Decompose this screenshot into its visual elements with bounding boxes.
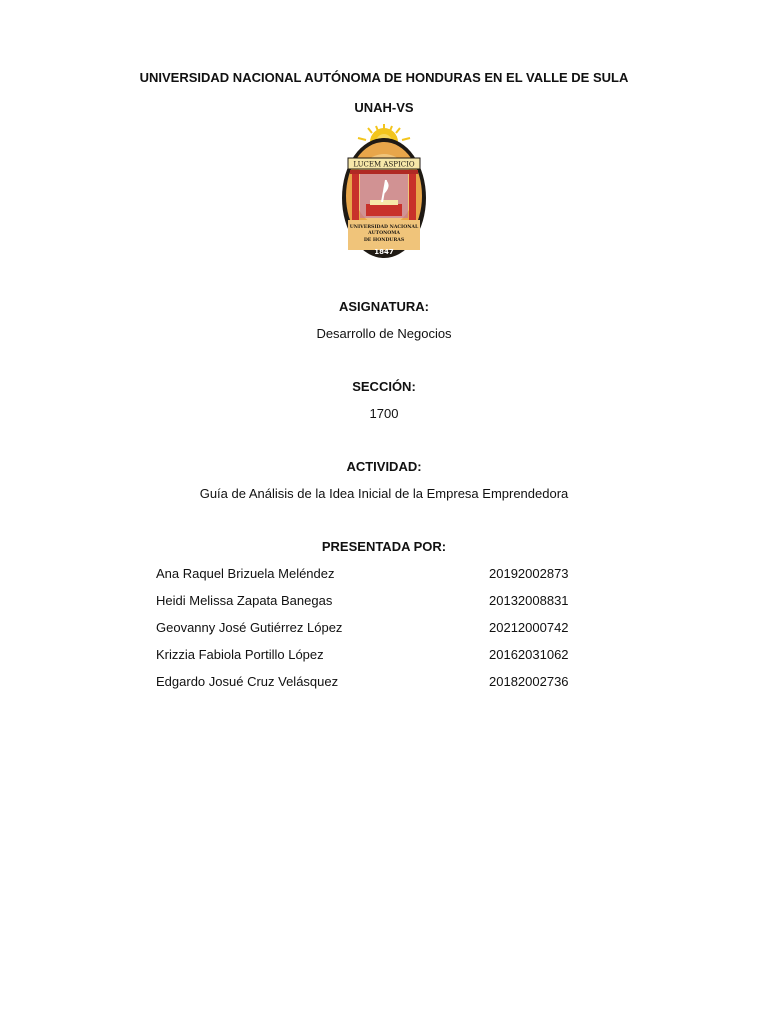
student-id: 20132008831 xyxy=(489,593,569,608)
university-title: UNIVERSIDAD NACIONAL AUTÓNOMA DE HONDURAS EN EL VALLE DE SULA xyxy=(139,70,629,85)
student-id: 20182002736 xyxy=(489,674,569,689)
student-id: 20192002873 xyxy=(489,566,569,581)
activity-label: ACTIVIDAD: xyxy=(346,459,422,474)
section-value: 1700 xyxy=(369,406,399,421)
seal-motto: LUCEM ASPICIO xyxy=(353,160,415,169)
activity-value: Guía de Análisis de la Idea Inicial de la Empresa Emprendedora xyxy=(199,486,569,501)
student-name: Geovanny José Gutiérrez López xyxy=(156,620,343,635)
seal-name-line1: UNIVERSIDAD NACIONAL xyxy=(349,225,419,230)
section-label: SECCIÓN: xyxy=(352,379,416,394)
subject-label: ASIGNATURA: xyxy=(338,299,430,314)
student-row xyxy=(156,566,596,586)
student-row xyxy=(156,620,596,640)
university-abbreviation: UNAH-VS xyxy=(354,100,414,115)
student-id: 20212000742 xyxy=(489,620,569,635)
student-id: 20162031062 xyxy=(489,647,569,662)
presented-by-label: PRESENTADA POR: xyxy=(321,539,447,554)
subject-value: Desarrollo de Negocios xyxy=(316,326,452,341)
student-name: Krizzia Fabiola Portillo López xyxy=(156,647,324,662)
student-name: Ana Raquel Brizuela Meléndez xyxy=(156,566,335,581)
student-row xyxy=(156,674,596,694)
seal-name-line3: DE HONDURAS xyxy=(363,238,405,243)
student-name: Edgardo Josué Cruz Velásquez xyxy=(156,674,339,689)
seal-year: 1847 xyxy=(374,248,394,256)
university-seal-logo xyxy=(340,124,428,260)
student-row xyxy=(156,593,596,613)
student-row xyxy=(156,647,596,667)
student-name: Heidi Melissa Zapata Banegas xyxy=(156,593,333,608)
seal-name-line2: AUTONOMA xyxy=(368,231,400,236)
